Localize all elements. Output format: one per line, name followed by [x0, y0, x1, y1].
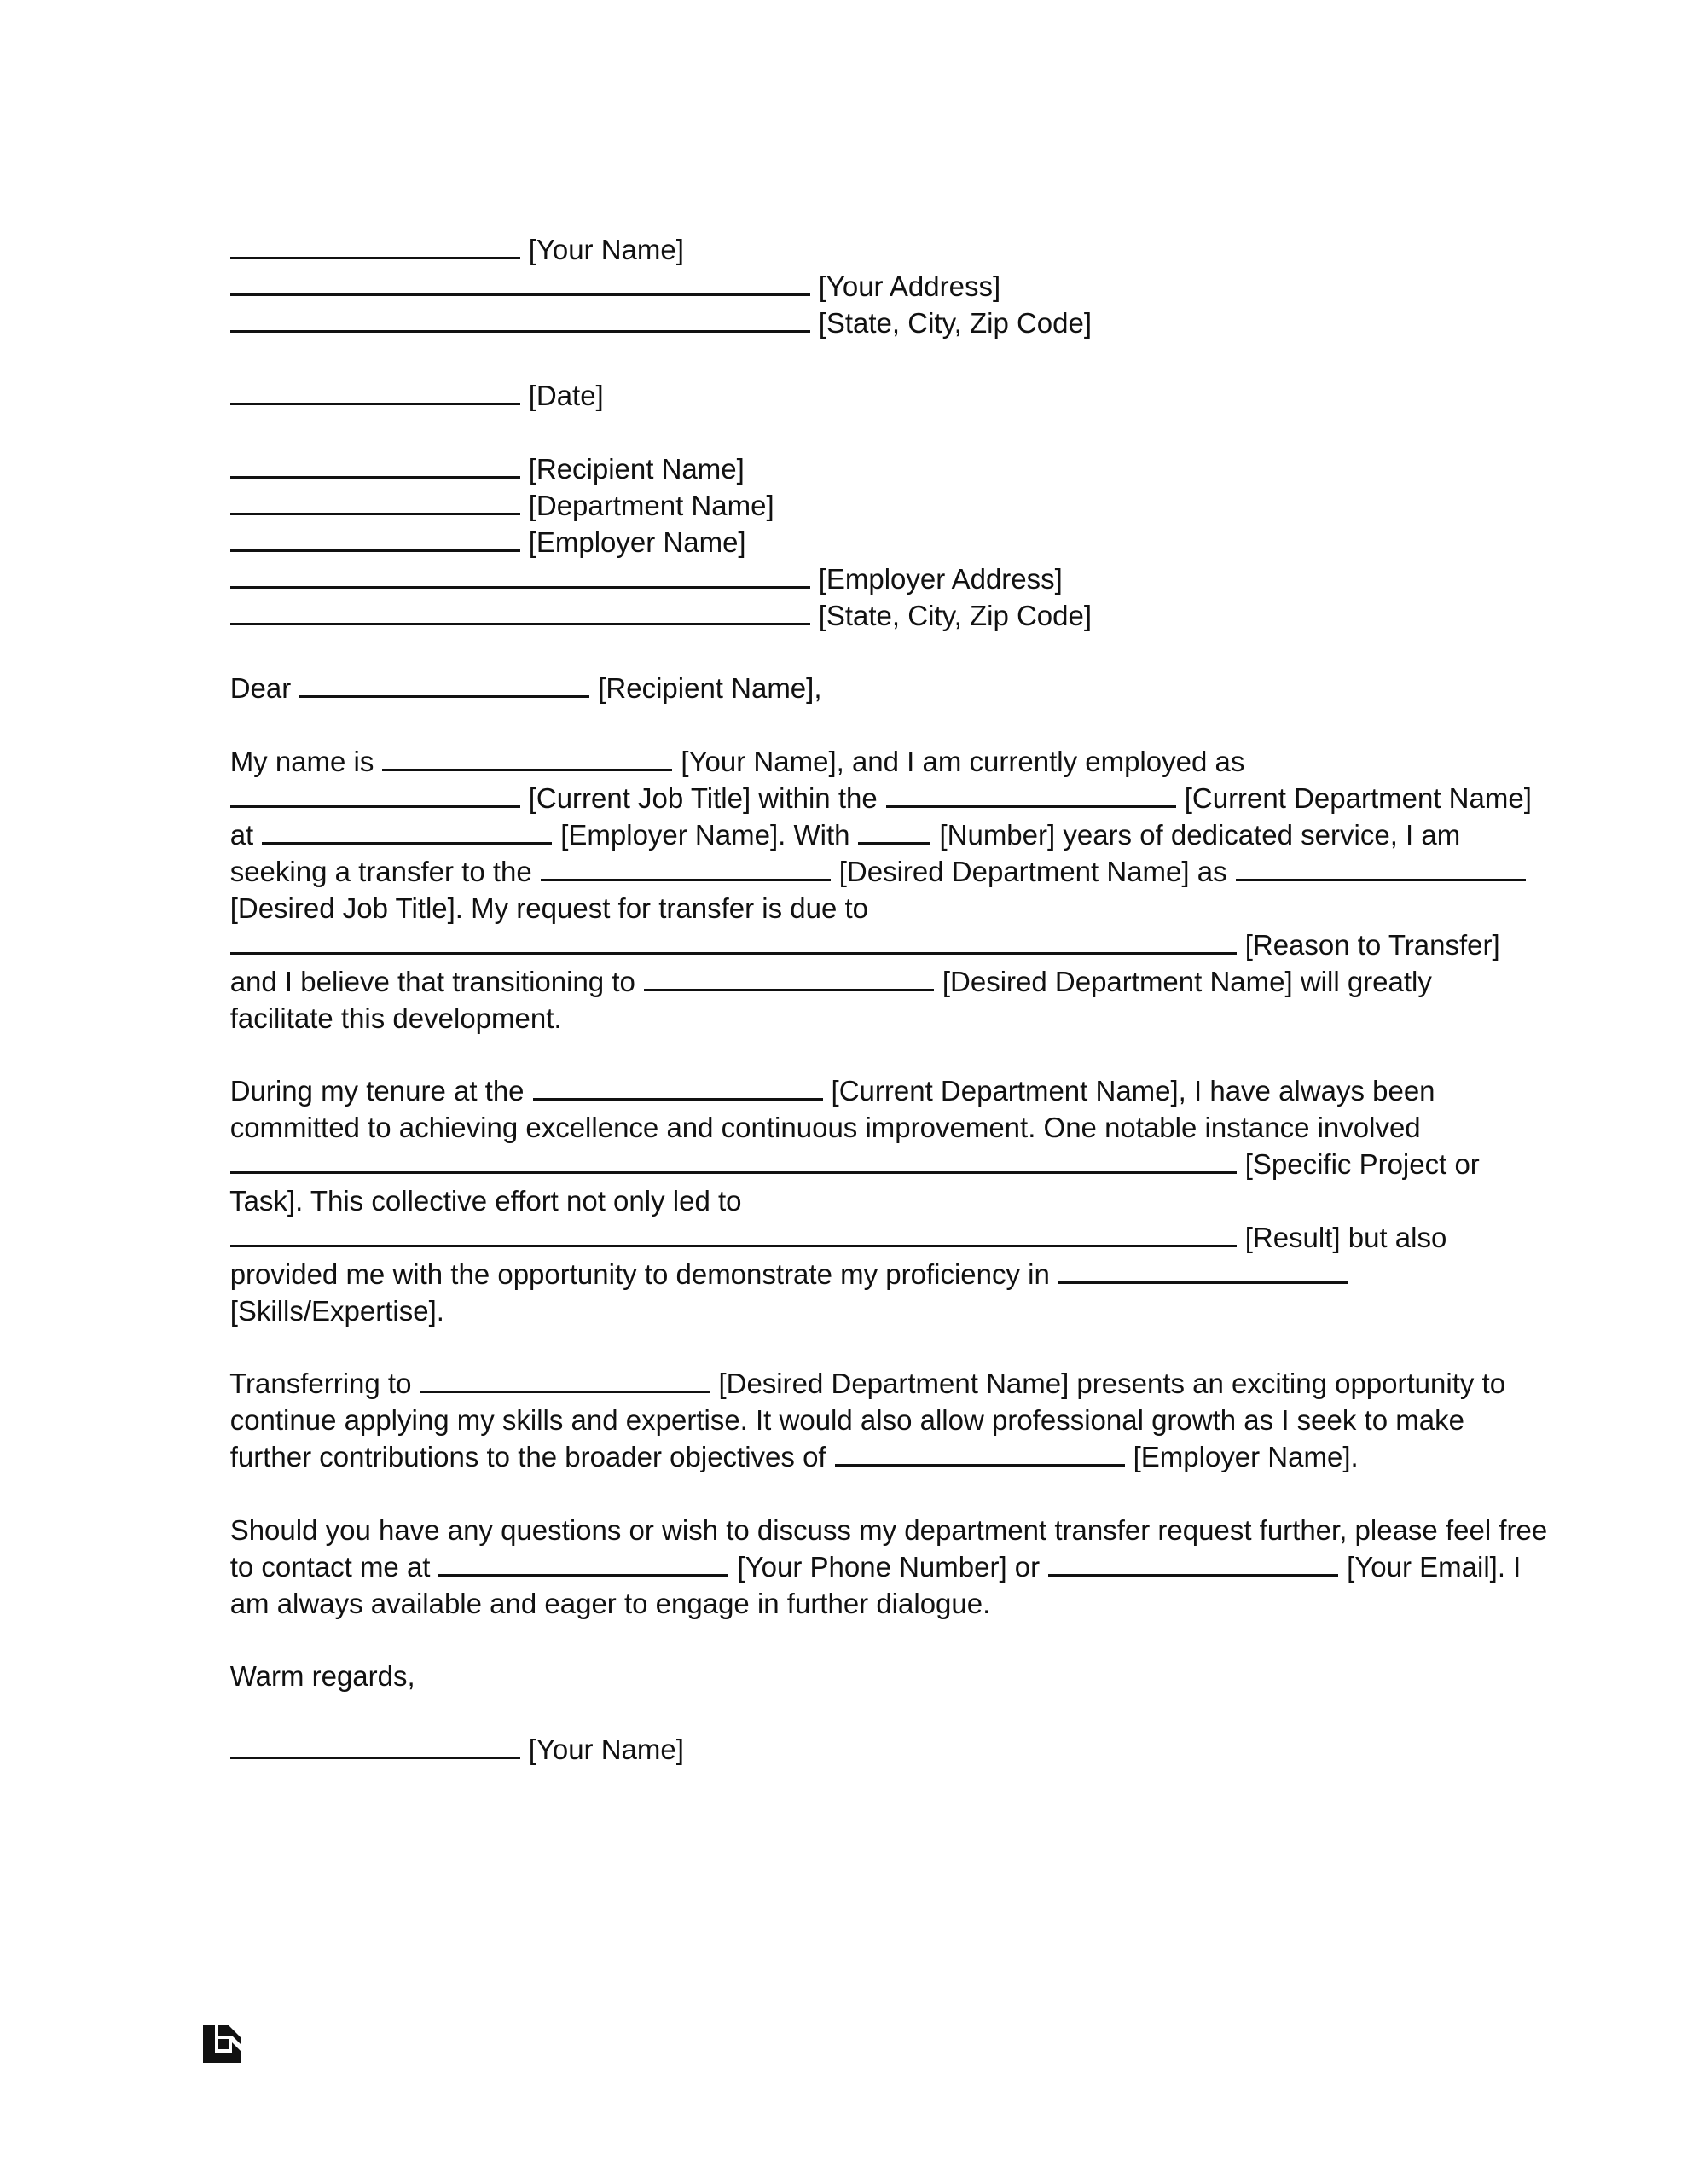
salutation-blank[interactable] [299, 670, 589, 698]
p1-line-8 [199, 963, 562, 1034]
p2-line-2 [199, 1072, 1421, 1143]
p3-text: [Employer Name]. [1133, 1441, 1359, 1472]
p2-line-6 [199, 1219, 1357, 1290]
department-name-line [199, 450, 774, 521]
skills-blank[interactable] [1058, 1256, 1348, 1284]
p2-text: committed to achieving excellence and continuous improvement. One notable instance involved [229, 1112, 1421, 1143]
sender-address-line [199, 231, 1001, 302]
p4-text: [Your Email]. I [1347, 1551, 1522, 1583]
sender-name-label: [Your Name] [528, 234, 684, 265]
sender-city-line [199, 268, 1093, 339]
p4-text: Should you have any questions or wish to discuss my department transfer request further, please feel free [229, 1514, 1548, 1546]
p1-text: facilitate this development. [229, 1002, 562, 1034]
p1-text: [Your Name], and I am currently employed as [681, 746, 1245, 777]
p4-line-3 [199, 1548, 991, 1619]
email-blank[interactable] [1048, 1548, 1338, 1577]
sender-address-label: [Your Address] [818, 270, 1001, 302]
p1-line-1 [199, 706, 1245, 777]
salutation-line [199, 633, 822, 704]
p1-text: [Current Job Title] within the [528, 782, 878, 814]
closing-line [199, 1621, 415, 1692]
signature-line [199, 1694, 684, 1765]
p2-text: [Current Department Name], I have always been [831, 1075, 1435, 1107]
p2-text: [Specific Project or [1244, 1148, 1480, 1180]
employer-name-label: [Employer Name] [528, 526, 746, 558]
employer-city-label: [State, City, Zip Code] [818, 600, 1093, 631]
p4-line-2 [199, 1512, 1522, 1583]
employer-address-line [199, 524, 1063, 595]
signature-blank[interactable] [230, 1731, 520, 1759]
p4-text: [Your Phone Number] or [737, 1551, 1041, 1583]
sender-city-blank[interactable] [230, 305, 810, 333]
p3-text: [Desired Department Name] presents an exciting opportunity to [718, 1368, 1506, 1399]
p2-line-7 [199, 1256, 444, 1327]
employer-name-blank-2[interactable] [835, 1438, 1125, 1467]
employer-address-label: [Employer Address] [818, 563, 1063, 595]
p1-text: [Desired Department Name] as [838, 856, 1227, 887]
department-name-label: [Department Name] [528, 490, 774, 521]
salutation-recipient: [Recipient Name], [598, 672, 822, 704]
p4-line-1 [199, 1475, 1548, 1546]
desired-job-title-blank[interactable] [1236, 853, 1526, 881]
p1-line-7 [199, 926, 1432, 997]
p1-line-5 [199, 853, 869, 924]
p1-text: [Desired Job Title]. My request for transfer is due to [229, 892, 869, 924]
date-label: [Date] [528, 380, 604, 411]
closing-regards: Warm regards, [229, 1660, 415, 1692]
p1-text: [Desired Department Name] will greatly [942, 966, 1432, 997]
p4-text: to contact me at [229, 1551, 431, 1583]
p2-text: During my tenure at the [229, 1075, 525, 1107]
p1-text: at [229, 819, 254, 851]
recipient-name-label: [Recipient Name] [528, 453, 745, 485]
p4-text: am always available and eager to engage in further dialogue. [229, 1588, 991, 1619]
p1-text: [Employer Name]. With [560, 819, 850, 851]
date-line [199, 340, 604, 411]
p1-line-2 [199, 743, 1532, 814]
p3-line-1 [199, 1328, 1506, 1399]
p3-text: Transferring to [229, 1368, 412, 1399]
p3-line-2 [199, 1365, 1464, 1436]
p2-text: [Skills/Expertise]. [229, 1295, 444, 1327]
salutation-dear: Dear [229, 672, 292, 704]
p1-text: [Current Department Name] [1184, 782, 1532, 814]
p3-text: further contributions to the broader objectives of [229, 1441, 826, 1472]
p2-line-1 [199, 1036, 1435, 1107]
employer-name-line [199, 487, 746, 558]
p1-text: [Reason to Transfer] [1244, 929, 1500, 961]
document-logo-icon [201, 2024, 242, 2065]
p1-line-4 [199, 816, 1534, 887]
p3-text: continue applying my skills and expertise. It would also allow professional growth as I seek to make [229, 1404, 1464, 1436]
p2-line-3 [199, 1109, 1480, 1180]
date-blank[interactable] [230, 377, 520, 405]
p1-line-3 [199, 780, 1461, 851]
signature-name-label: [Your Name] [528, 1734, 684, 1765]
employer-city-line [199, 561, 1093, 631]
p3-line-3 [199, 1402, 1359, 1472]
p2-text: provided me with the opportunity to demonstrate my proficiency in [229, 1258, 1050, 1290]
sender-city-label: [State, City, Zip Code] [818, 307, 1093, 339]
p2-line-5 [199, 1182, 1447, 1253]
p1-text: and I believe that transitioning to [229, 966, 635, 997]
recipient-name-line [199, 414, 745, 485]
p1-line-6 [199, 890, 1500, 961]
p1-text: [Number] years of dedicated service, I am [939, 819, 1461, 851]
p1-text: seeking a transfer to the [229, 856, 532, 887]
p2-text: Task]. This collective effort not only led to [229, 1185, 742, 1217]
sender-name-line [199, 195, 684, 265]
p1-text: My name is [229, 746, 374, 777]
employer-city-blank[interactable] [230, 597, 810, 625]
p2-line-4 [199, 1146, 742, 1217]
p2-text: [Result] but also [1244, 1222, 1447, 1253]
desired-department-blank-2[interactable] [644, 963, 934, 991]
